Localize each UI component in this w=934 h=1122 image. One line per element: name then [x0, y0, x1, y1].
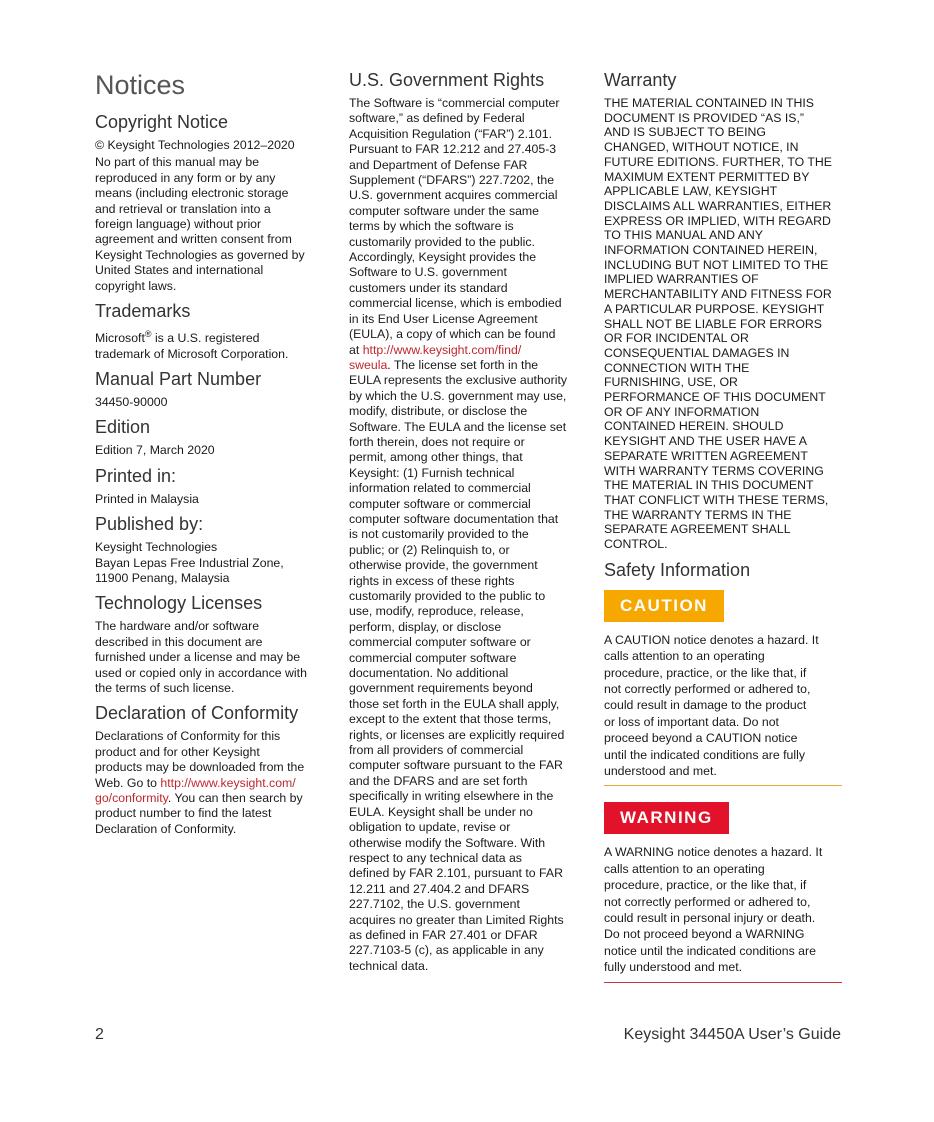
conformity-body — [95, 729, 331, 837]
safety-heading: Safety Information — [604, 559, 751, 580]
caution-divider — [604, 785, 842, 786]
copyright-heading: Copyright Notice — [95, 112, 229, 132]
warranty-body: THE MATERIAL CONTAINED IN THIS DOCUMENT IS PROVIDED “AS IS,” AND IS SUBJECT TO BEING CHANGED, WITHOUT NOTICE, IN FUTURE EDITIONS. FURTHER, TO THE MAXIMUM EXTENT PERMITTED BY APPLICABLE LAW, KEYSIGHT DISCLAIMS ALL WARRANTIES, EITHER EXPRESS OR IMPLIED, WITH REGARD TO THIS MANUAL AND ANY INFORMATION CONTAINED HEREIN, INCLUDING BUT NOT LIMITED TO THE IMPLIED WARRANTIES OF MERCHANTABILITY AND FITNESS FOR A PARTICULAR PURPOSE. KEYSIGHT SHALL NOT BE LIABLE FOR ERRORS OR FOR INCIDENTAL OR CONSEQUENTIAL DAMAGES IN CONNECTION WITH THE FURNISHING, USE, OR PERFORMANCE OF THIS DOCUMENT OR OF ANY INFORMATION CONTAINED HEREIN. SHOULD KEYSIGHT AND THE USER HAVE A SEPARATE WRITTEN AGREEMENT WITH WARRANTY TERMS COVERING THE MATERIAL IN THIS DOCUMENT THAT CONFLICT WITH THESE TERMS, THE WARRANTY TERMS IN THE SEPARATE AGREEMENT SHALL CONTROL. — [604, 96, 832, 552]
left-column — [95, 64, 331, 842]
registered-mark: ® — [144, 329, 152, 340]
warranty-heading: Warranty — [604, 70, 677, 90]
published-value: Keysight Technologies Bayan Lepas Free Industrial Zone, 11900 Penang, Malaysia — [95, 540, 284, 585]
trademarks-body — [95, 327, 331, 362]
trademarks-heading: Trademarks — [95, 301, 191, 322]
eula-link[interactable]: http://www.keysight.com/find/ sweula — [349, 342, 522, 372]
printed-heading: Printed in: — [95, 465, 177, 486]
right-column — [604, 64, 842, 983]
trademark-text: is a U.S. registered trademark of Microsoft Corporation. — [95, 331, 289, 361]
gov-rights-body — [349, 96, 585, 974]
middle-column — [349, 64, 585, 979]
conformity-link[interactable]: http://www.keysight.com/ go/conformity — [95, 775, 296, 806]
page-number: 2 — [95, 1026, 104, 1043]
gov-rights-heading: U.S. Government Rights — [349, 70, 545, 90]
conformity-heading: Declaration of Conformity — [95, 703, 299, 724]
warning-text: A WARNING notice denotes a hazard. It calls attention to an operating procedure, practice, or the like that, if not correctly performed or adhered to, could result in personal injury or death. Do not proceed beyond a WARNING notice until the indicated conditions are fully understood and met. — [604, 845, 823, 975]
licenses-body: The hardware and/or software described in this document are furnished under a license and may be used or copied only in accordance with the terms of such license. — [95, 619, 307, 696]
published-heading: Published by: — [95, 514, 204, 535]
trademark-name: Microsoft — [95, 331, 145, 346]
warning-label: WARNING — [604, 802, 729, 834]
copyright-line: © Keysight Technologies 2012–2020 — [95, 138, 295, 152]
warning-divider — [604, 982, 842, 983]
guide-title: Keysight 34450A User’s Guide — [623, 1026, 841, 1043]
edition-value: Edition 7, March 2020 — [95, 443, 215, 458]
page-title: Notices — [95, 70, 186, 100]
licenses-heading: Technology Licenses — [95, 593, 263, 614]
printed-value: Printed in Malaysia — [95, 491, 199, 506]
conformity-text-pre: Declarations of Conformity for this product and for other Keysight products may be downloaded from the Web. Go to — [95, 729, 305, 790]
gov-rights-text-pre: The Software is “commercial computer software,” as defined by Federal Acquisition Regulation (“FAR”) 2.101. Pursuant to FAR 12.212 and 27.405-3 and Department of Defense FAR Supplement (“DFARS”) 227.7202, the U.S. government acquires commercial computer software under the same terms by which the software is customarily provided to the public. Accordingly, Keysight provides the Software to U.S. government customers under its standard commercial license, which is embodied in its End User License Agreement (EULA), a copy of which can be found at — [349, 96, 562, 357]
part-number-heading: Manual Part Number — [95, 368, 262, 389]
caution-text: A CAUTION notice denotes a hazard. It calls attention to an operating procedure, practice, or the like that, if not correctly performed or adhered to, could result in damage to the product or loss of important data. Do not proceed beyond a CAUTION notice until the indicated conditions are fully understood and met. — [604, 632, 819, 779]
part-number-value: 34450-90000 — [95, 394, 168, 409]
caution-label: CAUTION — [604, 590, 724, 622]
edition-heading: Edition — [95, 417, 151, 438]
conformity-text-post: . You can then search by product number to find the latest Declaration of Conformity. — [95, 791, 303, 836]
gov-rights-text-post: . The license set forth in the EULA represents the exclusive authority by which the U.S. government may use, modify, distribute, or disclose the Software. The EULA and the license set forth therein, does not require or permit, among other things, that Keysight: (1) Furnish technical information related to commercial computer software or commercial computer software documentation that is not customarily provided to the public; or (2) Relinquish to, or otherwise provide, the government rights in excess of these rights customarily provided to the public to use, modify, reproduce, release, perform, display, or disclose commercial computer software or commercial computer software documentation. No additional government requirements beyond those set forth in the EULA shall apply, except to the extent that those terms, rights, or licenses are explicitly required from all providers of commercial computer software pursuant to the FAR and the DFARS and are set forth specifically in writing elsewhere in the EULA. Keysight shall be under no obligation to update, revise or otherwise modify the Software. With respect to any technical data as defined by FAR 2.101, pursuant to FAR 12.211 and 27.404.2 and DFARS 227.7102, the U.S. government acquires no greater than Limited Rights as defined in FAR 27.401 or DFAR 227.7103-5 (c), as applicable in any technical data. — [349, 357, 568, 973]
copyright-body: No part of this manual may be reproduced in any form or by any means (including electronic storage and retrieval or translation into a foreign language) without prior agreement and written consent from Keysight Technologies as governed by United States and international copyright laws. — [95, 155, 305, 293]
